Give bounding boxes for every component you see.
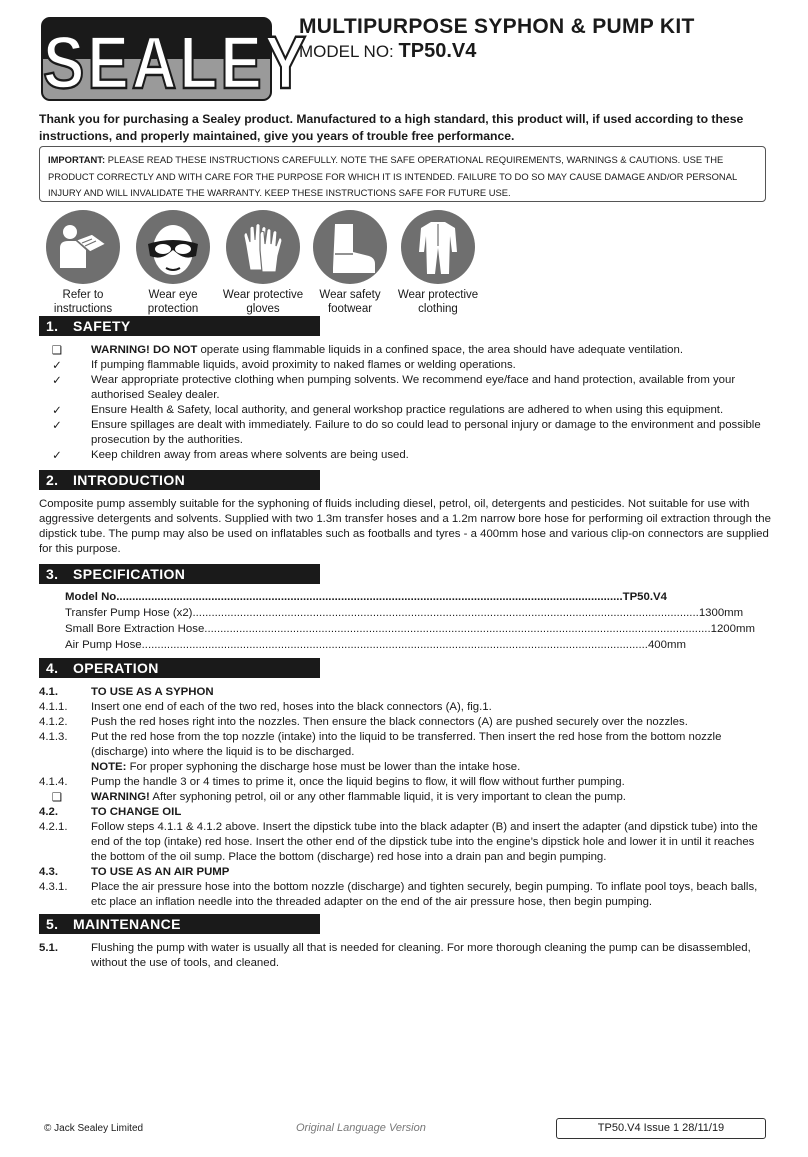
important-notice: IMPORTANT: PLEASE READ THESE INSTRUCTIONS CAREFULLY. NOTE THE SAFE OPERATIONAL REQUIREMENTS, WARNINGS & CAUTIONS. USE THE PRODUCT CORRECTLY AND WITH CARE FOR THE PURPOSE FOR WHICH IT IS INTENDED. FAILURE TO DO SO MAY CAUSE DAMAGE AND/OR PERSONAL INJURY AND WILL INVALIDATE THE WARRANTY. KEEP THESE INSTRUCTIONS SAFE FOR FUTURE USE. bbox=[39, 146, 766, 202]
step-number: 5.1. bbox=[39, 942, 58, 954]
check-bullet: ✓ bbox=[52, 450, 62, 462]
boot-icon bbox=[313, 210, 387, 284]
copyright: © Jack Sealey Limited bbox=[44, 1123, 144, 1134]
section-safety-header: 1. SAFETY bbox=[39, 316, 320, 336]
spec-row-extraction-hose: Small Bore Extraction Hose ..... 1200mm bbox=[65, 621, 379, 638]
subheading-air-pump: TO USE AS AN AIR PUMP bbox=[91, 866, 230, 878]
step-number: 4.3.1. bbox=[39, 881, 68, 893]
step-number: 4.1.1. bbox=[39, 701, 68, 713]
maintenance-text: Flushing the pump with water is usually all that is needed for cleaning. For more thorough cleaning the pump can be disassembled, without the use of tools, and cleaned. bbox=[91, 942, 751, 969]
step-number: 4.2.1. bbox=[39, 821, 68, 833]
note-text: NOTE: For proper syphoning the discharge hose must be lower than the intake hose. bbox=[91, 761, 521, 773]
step-text: Pump the handle 3 or 4 times to prime it, once the liquid begins to flow, it will flow without further pumping. bbox=[91, 776, 625, 788]
warning-text: WARNING! After syphoning petrol, oil or any other flammable liquid, it is very important to clean the pump. bbox=[91, 791, 626, 803]
brand-name: SEALEY bbox=[43, 22, 310, 106]
issue-box: TP50.V4 Issue 1 28/11/19 bbox=[556, 1118, 766, 1139]
icon-label-instructions: Refer to instructions bbox=[53, 289, 113, 315]
subheading-change-oil: TO CHANGE OIL bbox=[91, 806, 182, 818]
section-maintenance-header: 5. MAINTENANCE bbox=[39, 914, 320, 934]
model-number: MODEL NO: TP50.V4 bbox=[299, 40, 477, 62]
checkbox-bullet: ❑ bbox=[51, 792, 63, 804]
overalls-icon bbox=[401, 210, 475, 284]
safety-item: Wear appropriate protective clothing when pumping solvents. We recommend eye/face and hand protection, available from your authorised Sealey dealer. bbox=[91, 374, 736, 401]
sealey-logo bbox=[41, 17, 310, 106]
check-bullet: ✓ bbox=[52, 420, 62, 432]
check-bullet: ✓ bbox=[52, 405, 62, 417]
icon-label-clothing: Wear protective clothing bbox=[397, 289, 479, 315]
language-version: Original Language Version bbox=[296, 1122, 426, 1134]
step-text: Place the air pressure hose into the bottom nozzle (discharge) and tighten securely, begin pumping. To inflate pool toys, beach balls, etc place an inflation needle into the threaded adapter on the end of the air pressure hose, then begin pumping. bbox=[91, 881, 758, 908]
step-number: 4.3. bbox=[39, 866, 58, 878]
icon-label-footwear: Wear safety footwear bbox=[319, 289, 381, 315]
subheading-syphon: TO USE AS A SYPHON bbox=[91, 686, 214, 698]
icon-label-eye: Wear eye protection bbox=[147, 289, 199, 315]
spec-row-model: Model No ..... TP50.V4 bbox=[65, 589, 379, 606]
check-bullet: ✓ bbox=[52, 360, 62, 372]
safety-item: WARNING! DO NOT operate using flammable liquids in a confined space, the area should have adequate ventilation. bbox=[91, 344, 684, 356]
step-number: 4.1.3. bbox=[39, 731, 68, 743]
step-text: Put the red hose from the top nozzle (intake) into the liquid to be transferred. Then insert the red hose from the bottom nozzle (discharge) into where the liquid is to be discharged. bbox=[91, 731, 722, 758]
page-title: MULTIPURPOSE SYPHON & PUMP KIT bbox=[299, 15, 695, 38]
read-instructions-icon bbox=[46, 210, 120, 284]
step-text: Follow steps 4.1.1 & 4.1.2 above. Insert the dipstick tube into the black adapter (B) and insert the adapter (and dipstick tube) into the end of the top (intake) red hose. Insert the other end of the dipstick tube into the engine’s dipstick hole and lower it in until it reaches the bottom of the oil sump. Place the bottom (discharge) red hose into a drain pan and begin pumping. bbox=[91, 821, 758, 863]
step-number: 4.1.4. bbox=[39, 776, 68, 788]
check-bullet: ✓ bbox=[52, 375, 62, 387]
section-operation-header: 4. OPERATION bbox=[39, 658, 320, 678]
spec-row-transfer-hose: Transfer Pump Hose (x2) ..... 1300mm bbox=[65, 605, 379, 622]
section-specification-header: 3. SPECIFICATION bbox=[39, 564, 320, 584]
step-number: 4.2. bbox=[39, 806, 58, 818]
gloves-icon bbox=[226, 210, 300, 284]
section-introduction-header: 2. INTRODUCTION bbox=[39, 470, 320, 490]
introduction-text: Composite pump assembly suitable for the syphoning of fluids including diesel, petrol, oil, detergents and pesticides. Not suitable for use with aggressive detergents and solvents. Supplied with two 1.3m transfer hoses and a 1.2m narrow bore hose for performing oil extraction through the dipstick tube. The pump may also be used on inflatables such as footballs and tyres - a 400mm hose and various clip-on connectors are supplied for this purpose. bbox=[39, 498, 771, 555]
safety-item: Ensure Health & Safety, local authority, and general workshop practice regulations are adhered to when using this equipment. bbox=[91, 404, 724, 416]
safety-item: Ensure spillages are dealt with immediately. Failure to do so could lead to personal injury or damage to the environment and possible prosecution by the authorities. bbox=[91, 419, 761, 446]
checkbox-bullet: ❑ bbox=[51, 345, 63, 357]
safety-item: Keep children away from areas where solvents are being used. bbox=[91, 449, 409, 461]
intro-text: Thank you for purchasing a Sealey product. Manufactured to a high standard, this product will, if used according to these instructions, and properly maintained, give you years of trouble free performance. bbox=[39, 112, 744, 143]
step-number: 4.1. bbox=[39, 686, 58, 698]
step-text: Push the red hoses right into the nozzles. Then ensure the black connectors (A) are pushed securely over the nozzles. bbox=[91, 716, 688, 728]
spec-row-air-hose: Air Pump Hose ..... 400mm bbox=[65, 637, 379, 654]
icon-label-gloves: Wear protective gloves bbox=[222, 289, 304, 315]
safety-item: If pumping flammable liquids, avoid proximity to naked flames or welding operations. bbox=[91, 359, 516, 371]
eye-protection-icon bbox=[136, 210, 210, 284]
step-number: 4.1.2. bbox=[39, 716, 68, 728]
step-text: Insert one end of each of the two red, hoses into the black connectors (A), fig.1. bbox=[91, 701, 492, 713]
